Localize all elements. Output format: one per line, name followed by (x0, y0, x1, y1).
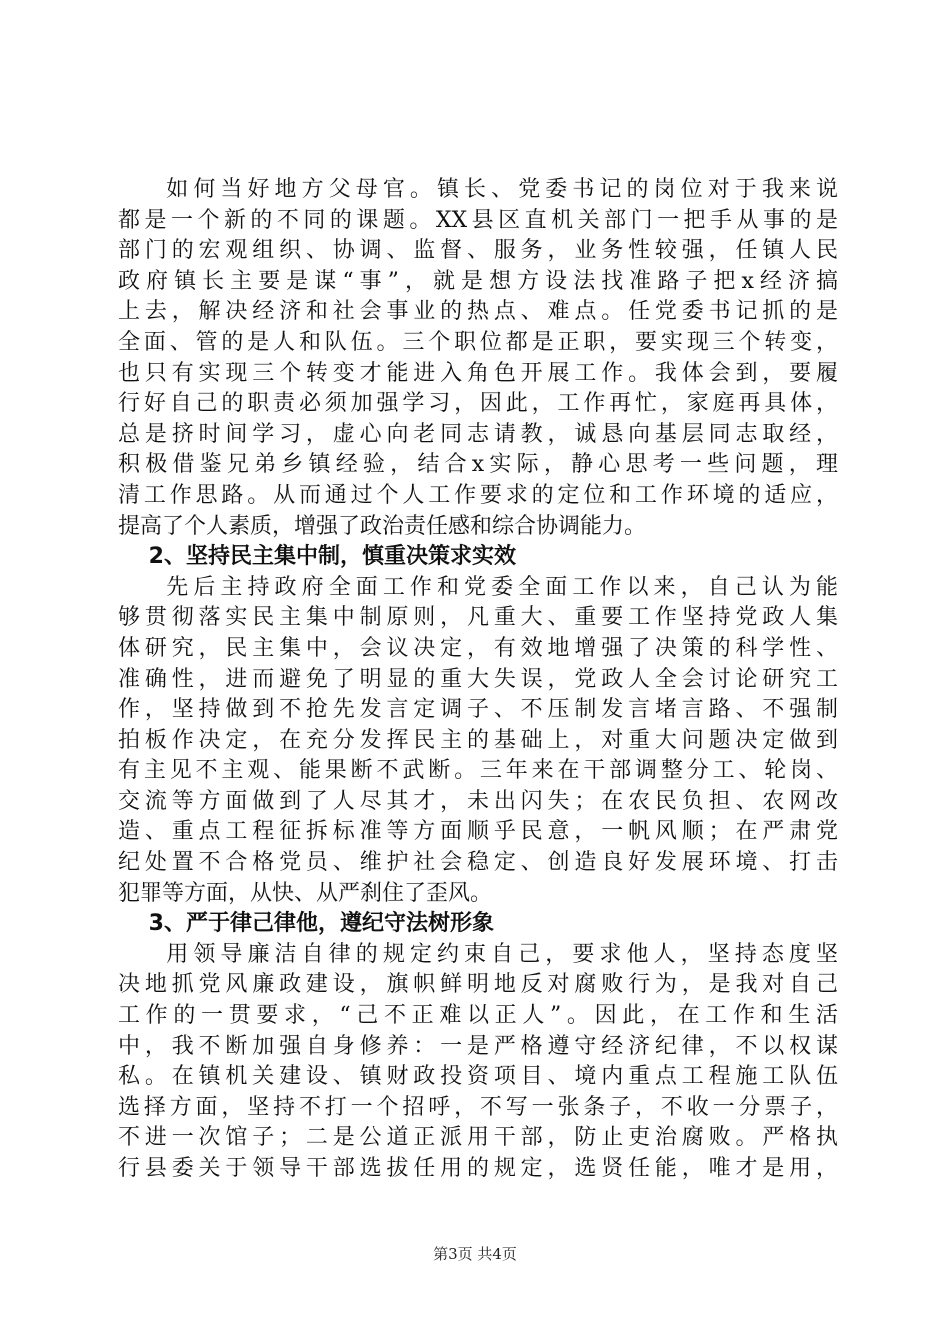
text-line: 够贯彻落实民主集中制原则，凡重大、重要工作坚持党政人集 (118, 605, 838, 631)
text-line: 不进一次馆子；二是公道正派用干部，防止吏治腐败。严格执 (118, 1125, 838, 1151)
paragraph-2 (118, 573, 838, 910)
text-line: 如何当好地方父母官。镇长、党委书记的岗位对于我来说 (118, 177, 838, 202)
text-line: 作，坚持做到不抢先发言定调子、不压制发言堵言路、不强制 (118, 697, 838, 723)
text-line: 中，我不断加强自身修养：一是严格遵守经济纪律，不以权谋 (118, 1033, 838, 1059)
text-line: 选择方面，坚持不打一个招呼，不写一张条子，不收一分票子， (118, 1094, 838, 1120)
text-line: 有主见不主观、能果断不武断。三年来在干部调整分工、轮岗、 (118, 758, 838, 784)
text-line: 都是一个新的不同的课题。XX县区直机关部门一把手从事的是 (118, 207, 838, 233)
text-line: 提高了个人素质，增强了政治责任感和综合协调能力。 (118, 513, 647, 539)
text-line: 总是挤时间学习，虚心向老同志请教，诚恳向基层同志取经， (118, 421, 838, 447)
text-line: 交流等方面做到了人尽其才，未出闪失；在农民负担、农网改 (118, 788, 838, 814)
document-body (118, 175, 838, 1185)
text-line: 造、重点工程征拆标准等方面顺乎民意，一帆风顺；在严肃党 (118, 819, 838, 845)
text-line: 用领导廉洁自律的规定约束自己，要求他人，坚持态度坚 (118, 941, 838, 967)
text-line: 先后主持政府全面工作和党委全面工作以来，自己认为能 (118, 574, 838, 600)
section-heading-3: 3、严于律己律他，遵纪守法树形象 (118, 911, 494, 937)
text-line: 部门的宏观组织、协调、监督、服务，业务性较强，任镇人民 (118, 238, 838, 264)
text-line: 私。在镇机关建设、镇财政投资项目、境内重点工程施工队伍 (118, 1064, 838, 1090)
text-line: 准确性，进而避免了明显的重大失误，党政人全会讨论研究工 (118, 666, 838, 692)
text-line: 犯罪等方面，从快、从严刹住了歪风。 (118, 880, 493, 906)
text-line: 行县委关于领导干部选拔任用的规定，选贤任能，唯才是用， (118, 1156, 838, 1181)
text-line: 也只有实现三个转变才能进入角色开展工作。我体会到，要履 (118, 360, 838, 386)
paragraph-3 (118, 940, 838, 1185)
text-line: 行好自己的职责必须加强学习，因此，工作再忙，家庭再具体， (118, 391, 838, 417)
paragraph-1 (118, 175, 838, 542)
text-line: 拍板作决定，在充分发挥民主的基础上，对重大问题决定做到 (118, 727, 838, 753)
text-line: 体研究，民主集中，会议决定，有效地增强了决策的科学性、 (118, 635, 838, 661)
page-number-footer: 第3页 共4页 (433, 1245, 517, 1263)
text-line: 清工作思路。从而通过个人工作要求的定位和工作环境的适应， (118, 482, 838, 508)
section-heading-2: 2、坚持民主集中制，慎重决策求实效 (118, 544, 516, 570)
text-line: 政府镇长主要是谋“事”，就是想方设法找准路子把x经济搞 (118, 268, 838, 294)
text-line: 上去，解决经济和社会事业的热点、难点。任党委书记抓的是 (118, 299, 838, 325)
text-line: 决地抓党风廉政建设，旗帜鲜明地反对腐败行为，是我对自己 (118, 972, 838, 998)
text-line: 全面、管的是人和队伍。三个职位都是正职，要实现三个转变， (118, 329, 838, 355)
text-line: 积极借鉴兄弟乡镇经验，结合x实际，静心思考一些问题，理 (118, 452, 838, 478)
text-line: 工作的一贯要求，“己不正难以正人”。因此，在工作和生活 (118, 1003, 838, 1029)
text-line: 纪处置不合格党员、维护社会稳定、创造良好发展环境、打击 (118, 850, 838, 876)
